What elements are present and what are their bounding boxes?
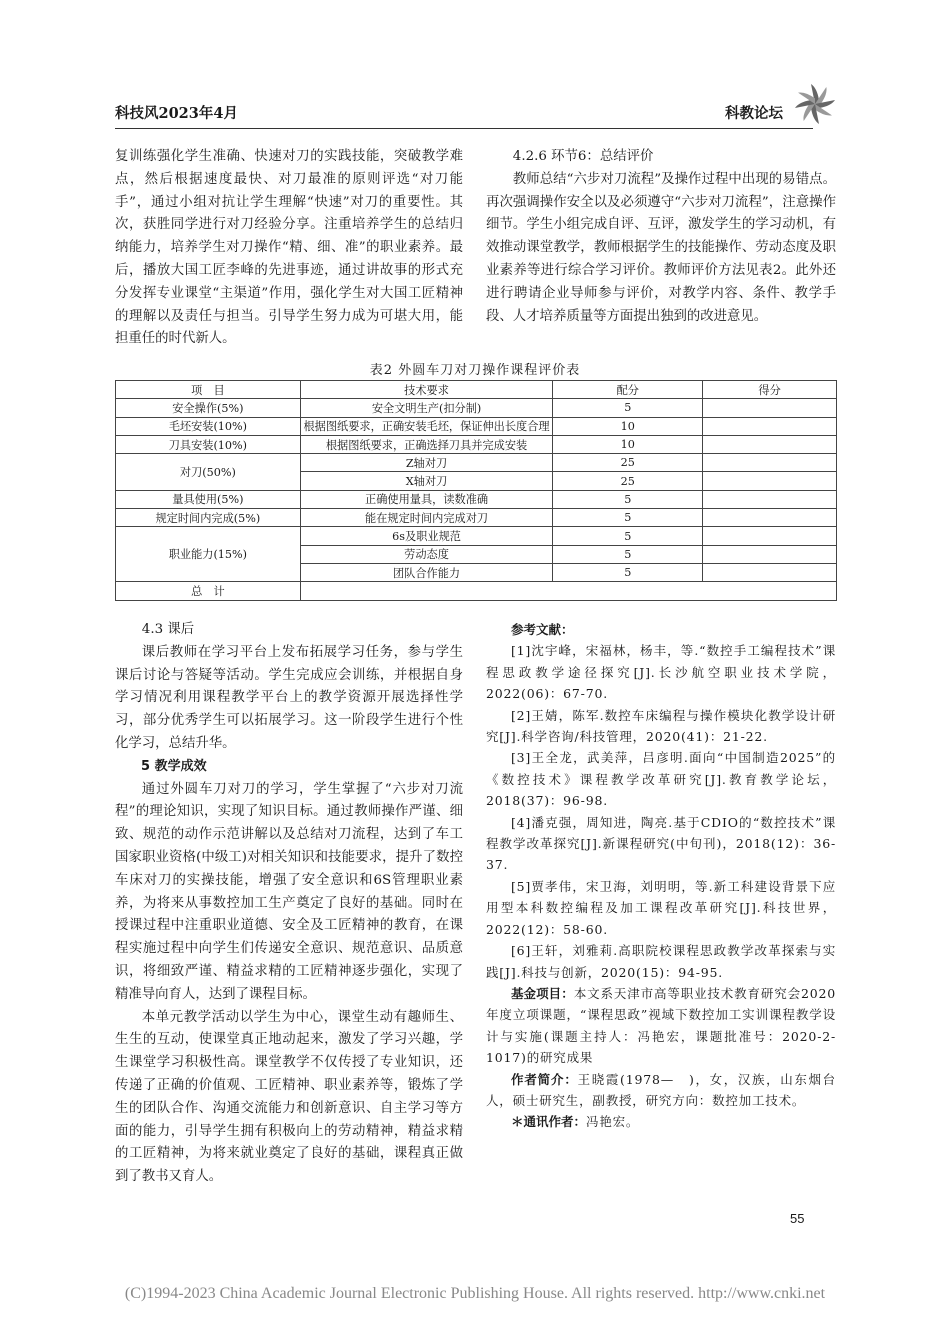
section-name: 科教论坛 (725, 105, 783, 122)
fund-label: 基金项目： (511, 985, 574, 1001)
reference-item: [6]王轩，刘雅莉.高职院校课程思政教学改革探索与实践[J].科技与创新，2020(15)：94-95. (486, 943, 836, 980)
page-number: 55 (790, 1211, 805, 1226)
right-column-top (486, 146, 836, 328)
table-cell: 规定时间内完成(5%) (116, 509, 301, 527)
table-cell: 25 (553, 472, 703, 490)
reference-item: [1]沈宇峰，宋福林，杨丰，等.“数控手工编程技术”课程思政教学途径探究[J].长沙航空职业技术学院，2022(06)：67-70. (486, 643, 836, 702)
table-cell: 毛坯安装(10%) (116, 417, 301, 435)
table-cell: Z轴对刀 (300, 454, 553, 472)
reference-item: [3]王全龙，武美萍，吕彦明.面向“中国制造2025”的《数控技术》课程教学改革研究[J].教育教学论坛，2018(37)：96-98. (486, 750, 836, 809)
table-header: 配分 (553, 381, 703, 399)
table-cell (703, 527, 837, 545)
left-column-bottom (115, 619, 463, 1189)
table-row (116, 417, 837, 435)
table-total-row (116, 582, 837, 600)
table-cell: 5 (553, 563, 703, 581)
author-text: 王晓霞(1978— )，女，汉族，山东烟台人，硕士研究生，副教授，研究方向：数控加工技术。 (486, 1071, 836, 1108)
evaluation-table (115, 380, 837, 601)
table-cell: 团队合作能力 (300, 563, 553, 581)
table-row (116, 399, 837, 417)
table-cell: 职业能力(15%) (116, 527, 301, 582)
table-cell (703, 563, 837, 581)
table-cell (703, 545, 837, 563)
pinwheel-logo-icon (791, 80, 839, 128)
table-row (116, 435, 837, 453)
table-cell (703, 454, 837, 472)
author-note (486, 1069, 836, 1112)
fund-text: 本文系天津市高等职业技术教育研究会2020年度立项课题，“课程思政”视域下数控加工实训课程教学设计与实施(课题主持人：冯艳宏，课题批准号：2020-2-1017)的研究成果 (486, 985, 836, 1066)
table-cell (703, 509, 837, 527)
reference-item: [5]贾孝伟，宋卫海，刘明明，等.新工科建设背景下应用型本科数控编程及加工课程改革研究[J].科技世界，2022(12)：58-60. (486, 878, 836, 937)
body-paragraph: 本单元教学活动以学生为中心，课堂生动有趣师生、生生的互动，使课堂真正地动起来，激发了学习兴趣，学生课堂学习积极性高。课堂教学不仅传授了专业知识，还传递了正确的价值观、工匠精神、职业素养等，锻炼了学生的团队合作、沟通交流能力和创新意识、自主学习等方面的能力，引导学生拥有积极向上的劳动精神，精益求精的工匠精神，为将来就业奠定了良好的基础，课程真正做到了教书又育人。 (115, 1009, 463, 1185)
table-cell: 根据图纸要求，正确选择刀具并完成安装 (300, 435, 553, 453)
table-cell: 量具使用(5%) (116, 490, 301, 508)
table-cell (703, 472, 837, 490)
table-cell: 安全操作(5%) (116, 399, 301, 417)
table-cell (300, 582, 836, 600)
body-paragraph: 通过外圆车刀对刀的学习，学生掌握了“六步对刀流程”的理论知识，实现了知识目标。通过教师操作严谨、细致、规范的动作示范讲解以及总结对刀流程，达到了车工国家职业资格(中级工)对相关知识和技能要求，提升了数控车床对刀的实操技能，增强了安全意识和6S管理职业素养，为将来从事数控加工生产奠定了良好的基础。同时在授课过程中注重职业道德、安全及工匠精神的教育，在课程实施过程中向学生们传递安全意识、规范意识、品质意识，将细致严谨、精益求精的工匠精神逐步强化，实现了精准导向育人，达到了课程目标。 (115, 781, 463, 1002)
table-cell: 能在规定时间内完成对刀 (300, 509, 553, 527)
table-cell (703, 435, 837, 453)
table-cell (703, 399, 837, 417)
table-cell: 5 (553, 399, 703, 417)
references-title: 参考文献： (511, 622, 574, 637)
reference-item: [4]潘克强，周知进，陶亮.基于CDIO的“数控技术”课程教学改革探究[J].新课程研究(中旬刊)，2018(12)：36-37. (486, 814, 836, 873)
table-row (116, 509, 837, 527)
table-caption: 表2 外圆车刀对刀操作课程评价表 (369, 363, 581, 378)
table-cell: 5 (553, 509, 703, 527)
body-paragraph: 教师总结“六步对刀流程”及操作过程中出现的易错点。再次强调操作安全以及必须遵守“六步对刀流程”，注意操作细节。学生小组完成自评、互评，激发学生的学习动机，有效推动课堂教学，教师根据学生的技能操作、劳动态度及职业素养等进行综合学习评价。教师评价方法见表2。此外还进行聘请企业导师参与评价，对教学内容、条件、教学手段、人才培养质量等方面提出独到的改进意见。 (486, 171, 836, 324)
table-cell: 5 (553, 490, 703, 508)
table-cell: 6s及职业规范 (300, 527, 553, 545)
table-cell: 劳动态度 (300, 545, 553, 563)
table-cell: 总 计 (116, 582, 301, 600)
table-cell: 5 (553, 527, 703, 545)
table-cell: 5 (553, 545, 703, 563)
header-rule (115, 128, 813, 129)
table-cell (703, 417, 837, 435)
table-cell: 10 (553, 417, 703, 435)
table-row (116, 454, 837, 472)
fund-note (486, 983, 836, 1069)
table-header: 得分 (703, 381, 837, 399)
table-header: 技术要求 (300, 381, 553, 399)
table-header: 项 目 (116, 381, 301, 399)
table-cell: X轴对刀 (300, 472, 553, 490)
copyright-footer: (C)1994-2023 China Academic Journal Electronic Publishing House. All rights reserved. http://www.cnki.net (124, 1285, 826, 1302)
table-cell: 25 (553, 454, 703, 472)
page-header (115, 100, 835, 136)
section-heading: 4.2.6 环节6：总结评价 (512, 149, 654, 164)
section-heading: 4.3 课后 (141, 622, 195, 637)
journal-name: 科技风2023年4月 (115, 105, 238, 122)
table-cell: 10 (553, 435, 703, 453)
table-cell: 根据图纸要求，正确安装毛坯，保证伸出长度合理 (300, 417, 553, 435)
table-header-row (116, 381, 837, 399)
references-column (486, 619, 836, 1133)
table-cell: 对刀(50%) (116, 454, 301, 491)
author-label: 作者简介： (511, 1071, 578, 1087)
section-heading: 5 教学成效 (141, 758, 207, 774)
corresponding-note (486, 1111, 836, 1132)
table-row (116, 490, 837, 508)
table-cell: 安全文明生产(扣分制) (300, 399, 553, 417)
body-paragraph: 复训练强化学生准确、快速对刀的实践技能，突破教学难点，然后根据速度最快、对刀最准的原则评选“对刀能手”，通过小组对抗让学生理解“快速”对刀的重要性。其次，获胜同学进行对刀经验分享。注重培养学生的总结归纳能力，培养学生对刀操作“精、细、准”的职业素养。最后，播放大国工匠李峰的先进事迹，通过讲故事的形式充分发挥专业课堂“主渠道”作用，强化学生对大国工匠精神的理解以及责任与担当。引导学生努力成为可堪大用，能担重任的时代新人。 (115, 149, 463, 347)
table-cell (703, 490, 837, 508)
reference-item: [2]王婧，陈军.数控车床编程与操作模块化教学设计研究[J].科学咨询/科技管理，2020(41)：21-22. (486, 707, 836, 745)
left-column-top (115, 146, 463, 351)
table-row (116, 527, 837, 545)
body-paragraph: 课后教师在学习平台上发布拓展学习任务，参与学生课后讨论与答疑等活动。学生完成应会训练，并根据自身学习情况利用课程教学平台上的教学资源开展选择性学习，部分优秀学生可以拓展学习。这一阶段学生进行个性化学习，总结升华。 (115, 644, 463, 751)
corresponding-text: 冯艳宏。 (586, 1114, 640, 1130)
corresponding-label: ＊通讯作者： (511, 1114, 587, 1130)
table-cell: 刀具安装(10%) (116, 435, 301, 453)
table-cell: 正确使用量具，读数准确 (300, 490, 553, 508)
